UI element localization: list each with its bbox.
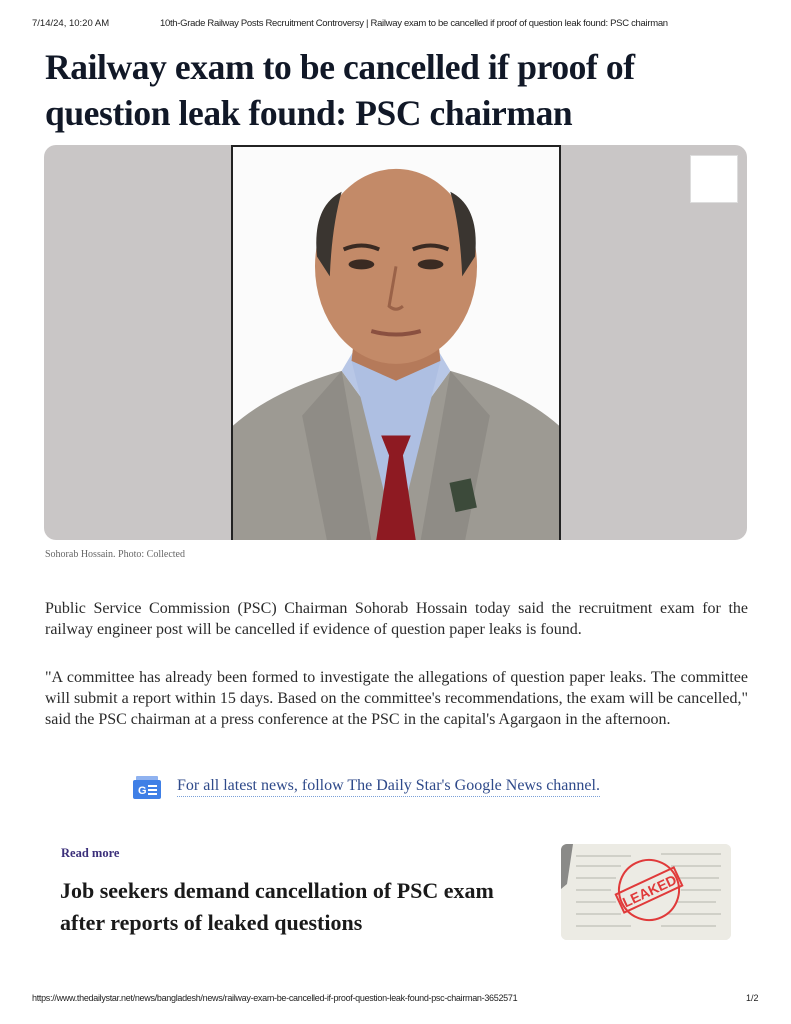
image-overlay-square — [690, 155, 738, 203]
read-more-label: Read more — [61, 846, 120, 860]
page-number: 1/2 — [746, 993, 759, 1003]
read-more-thumbnail[interactable] — [561, 844, 731, 940]
print-url: https://www.thedailystar.net/news/bangladesh/news/railway-exam-be-cancelled-if-proof-question-leak-found-psc-chairman-3652571 — [32, 993, 518, 1003]
leaked-stamp: LEAKED — [619, 871, 679, 911]
hero-image-container — [44, 145, 747, 540]
article-paragraph: "A committee has already been formed to investigate the allegations of question paper leaks. The committee will submit a report within 15 days. Based on the committee's recommendations, the exam will be cancelled," said the PSC chairman at a press conference at the PSC in the capital's Agargaon in the afternoon. — [45, 669, 748, 728]
print-date: 7/14/24, 10:20 AM — [32, 18, 110, 29]
read-more-title-link[interactable]: Job seekers demand cancellation of PSC exam after reports of leaked questions — [60, 878, 494, 935]
svg-text:G: G — [138, 785, 147, 797]
google-news-icon — [133, 775, 161, 799]
image-caption: Sohorab Hossain. Photo: Collected — [45, 549, 185, 560]
print-page-title: 10th-Grade Railway Posts Recruitment Controversy | Railway exam to be cancelled if proof of question leak found: PSC chairman — [160, 18, 668, 29]
google-news-link[interactable]: For all latest news, follow The Daily Star's Google News channel. — [177, 777, 600, 797]
article-paragraph: Public Service Commission (PSC) Chairman Sohorab Hossain today said the recruitment exam for the railway engineer post will be cancelled if evidence of question paper leaks is found. — [45, 600, 748, 638]
portrait-photo — [231, 145, 561, 540]
article-headline: Railway exam to be cancelled if proof of question leak found: PSC chairman — [45, 47, 635, 133]
google-news-follow[interactable] — [133, 775, 600, 799]
